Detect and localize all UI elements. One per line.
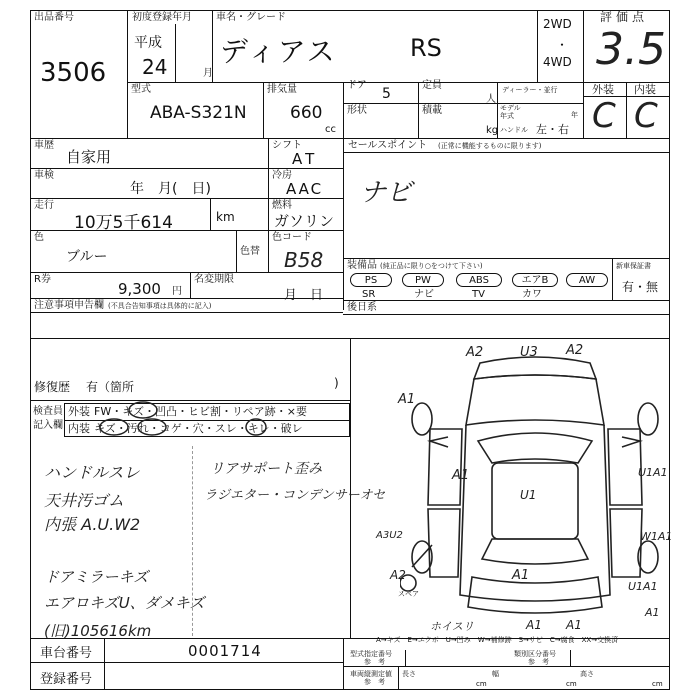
history-label: 車歴 — [34, 140, 54, 151]
era: 平成 — [134, 35, 162, 51]
repair-close: ) — [334, 376, 339, 390]
diag-a1-4: A1 — [645, 606, 660, 619]
height-label: 高さ — [580, 670, 594, 678]
first-reg-label: 初度登録年月 — [132, 12, 192, 23]
legend: A→キズ E→エクボ U→凹み W→補修跡 S→サビ C→腐食 XX→交換済 — [376, 636, 619, 644]
inspector-line1-head: 外装 — [68, 405, 90, 418]
expiry-value: 月 日 — [284, 288, 324, 303]
diag-a1-2: A1 — [452, 468, 470, 483]
handle-label: ハンドル — [500, 126, 528, 134]
score: 3.5 — [596, 24, 666, 75]
shift-label: シフト — [272, 140, 302, 151]
inspector-line2: キズ・汚れ・コゲ・穴・スレ・キレ・破レ — [94, 422, 303, 435]
diag-a1-6: A1 — [566, 618, 582, 632]
lot-number: 3506 — [40, 58, 107, 88]
note-left-1: ハンドルスレ — [44, 463, 140, 482]
note-left-2: 天井汚ゴム — [44, 491, 125, 510]
diag-w1a1: W1A1 — [640, 530, 673, 543]
color-code-label: 色コード — [272, 232, 312, 243]
repair-label: 修復歴 — [34, 380, 71, 394]
name-label: 車名・グレード — [216, 12, 286, 23]
diag-a2-low: A2 — [390, 568, 406, 582]
displacement-label: 排気量 — [267, 84, 297, 95]
model-year-label1: モデル — [500, 104, 521, 112]
equip-sr: SR — [362, 289, 376, 300]
model-id-ref: 参 考 — [364, 658, 385, 666]
equipment-sub: (純正品に限り○をつけて下さい) — [380, 262, 483, 270]
color: ブルー — [66, 249, 108, 265]
month-unit: 月 — [203, 68, 213, 79]
diag-u1: U1 — [520, 488, 537, 502]
inspector-label2: 記入欄 — [33, 420, 63, 431]
color-no-label: 色替 — [240, 246, 260, 257]
capacity-label: 定員 — [422, 80, 442, 91]
reg-year: 24 — [142, 55, 168, 79]
handle-value: 左・右 — [536, 123, 569, 136]
length-label: 長さ — [402, 670, 416, 678]
sales-note: ナビ — [360, 178, 413, 208]
grade: RS — [410, 34, 442, 62]
equip-leather: カワ — [522, 289, 542, 300]
door-label: ドア — [347, 80, 367, 91]
diag-a2-right: A2 — [566, 343, 584, 358]
height-cm: cm — [652, 680, 663, 688]
color-code: B58 — [284, 248, 324, 272]
sales-sub: (正常に機能するものに限ります) — [438, 142, 542, 150]
length-cm: cm — [476, 680, 487, 688]
fuel-label: 燃料 — [272, 200, 292, 211]
recycle-label: R券 — [34, 274, 51, 285]
expiry-label: 名変期限 — [194, 274, 234, 285]
year-unit: 年 — [571, 111, 578, 119]
chassis: 0001714 — [188, 642, 262, 660]
displacement: 660 — [290, 103, 323, 123]
equip-pw: PW — [402, 273, 444, 287]
equip-tv: TV — [472, 289, 485, 300]
width-label: 幅 — [492, 670, 499, 678]
dims-label: 車両縦測定値 — [350, 670, 392, 678]
notes-label: 注意事項申告欄 — [34, 300, 104, 311]
repair-value: 有（箇所 — [86, 380, 135, 394]
score-label: 評価点 — [600, 10, 649, 24]
person-unit: 人 — [486, 94, 496, 105]
category-ref: 参 考 — [528, 658, 549, 666]
model-year-label2: 年式 — [500, 112, 514, 120]
chassis-label: 車台番号 — [40, 646, 93, 661]
yen-unit: 円 — [172, 286, 182, 297]
km-unit: km — [216, 210, 235, 224]
inspector-line2-head: 内装 — [68, 422, 90, 435]
note-left-6: (旧)105616km — [44, 622, 152, 640]
interior-label: 内装 — [634, 83, 656, 96]
ac: AAC — [286, 180, 324, 198]
drive-dot: ・ — [556, 38, 569, 52]
load-label: 積載 — [422, 105, 442, 116]
new-car-value: 有・無 — [622, 280, 659, 294]
cc-unit: cc — [325, 124, 336, 135]
rear-label: 後日系 — [347, 302, 377, 313]
inspection-label: 車検 — [34, 170, 54, 181]
drive-2wd: 2WD — [543, 17, 572, 31]
ac-label: 冷房 — [272, 170, 292, 181]
exterior-grade: C — [592, 96, 616, 136]
sales-label: セールスポイント — [348, 140, 428, 151]
note-left-5: エアロキズU、ダメキズ — [44, 594, 205, 612]
note-left-4: ドアミラーキズ — [44, 568, 149, 586]
diag-hoisuri: ホイスリ — [430, 620, 474, 633]
inspection-value: 年 月( 日) — [130, 181, 211, 197]
recycle-value: 9,300 — [118, 280, 161, 298]
equipment-label: 装備品 — [347, 260, 377, 271]
equip-navi: ナビ — [414, 289, 434, 300]
diag-a1-3: A1 — [512, 568, 530, 583]
mileage: 10万5千614 — [74, 213, 173, 233]
color-label: 色 — [34, 232, 44, 243]
dims-ref: 参 考 — [364, 678, 385, 686]
model-label: 型式 — [131, 84, 151, 95]
equip-airbag: エアB — [512, 273, 558, 287]
doors: 5 — [382, 86, 391, 102]
diag-spare: スペア — [398, 590, 419, 598]
diag-a2-left: A2 — [466, 345, 484, 360]
diag-a1-5: A1 — [526, 618, 542, 632]
dealer-label: ディーラー・並行 — [502, 86, 558, 94]
history: 自家用 — [66, 148, 112, 166]
inspector-line1: FW・キズ・凹凸・ヒビ割・リペア跡・×要 — [94, 405, 307, 418]
kg-unit: kg — [486, 125, 499, 136]
equip-ps: PS — [350, 273, 392, 287]
model-id-label: 型式指定番号 — [350, 650, 392, 658]
width-cm: cm — [566, 680, 577, 688]
exterior-label: 外装 — [592, 83, 614, 96]
diag-u1a1-2: U1A1 — [628, 580, 658, 593]
equip-aw: AW — [566, 273, 608, 287]
notes-sub: (不具合告知事項は具体的に記入) — [108, 302, 212, 310]
inspector-label1: 検査員 — [33, 406, 63, 417]
shift: AT — [292, 150, 319, 168]
model: ABA-S321N — [150, 103, 247, 123]
note-mid-1: リアサポート歪み — [210, 461, 322, 477]
new-car-label: 新車保証書 — [616, 262, 651, 270]
diag-u3: U3 — [520, 345, 538, 360]
equip-abs: ABS — [456, 273, 502, 287]
note-mid-2: ラジエター・コンデンサーオセ — [204, 488, 386, 503]
mileage-label: 走行 — [34, 200, 54, 211]
shape-label: 形状 — [347, 105, 367, 116]
diag-a1-1: A1 — [398, 392, 416, 407]
lot-label: 出品番号 — [34, 12, 74, 23]
note-left-3: 内張 A.U.W2 — [44, 515, 141, 534]
drive-4wd: 4WD — [543, 55, 572, 69]
reg-label: 登録番号 — [40, 672, 93, 687]
car-name: ディアス — [220, 35, 337, 68]
fuel: ガソリン — [274, 212, 335, 230]
diag-a3u2: A3U2 — [376, 530, 403, 541]
category-label: 類別区分番号 — [514, 650, 556, 658]
interior-grade: C — [634, 96, 658, 136]
diag-u1a1-1: U1A1 — [638, 466, 668, 479]
